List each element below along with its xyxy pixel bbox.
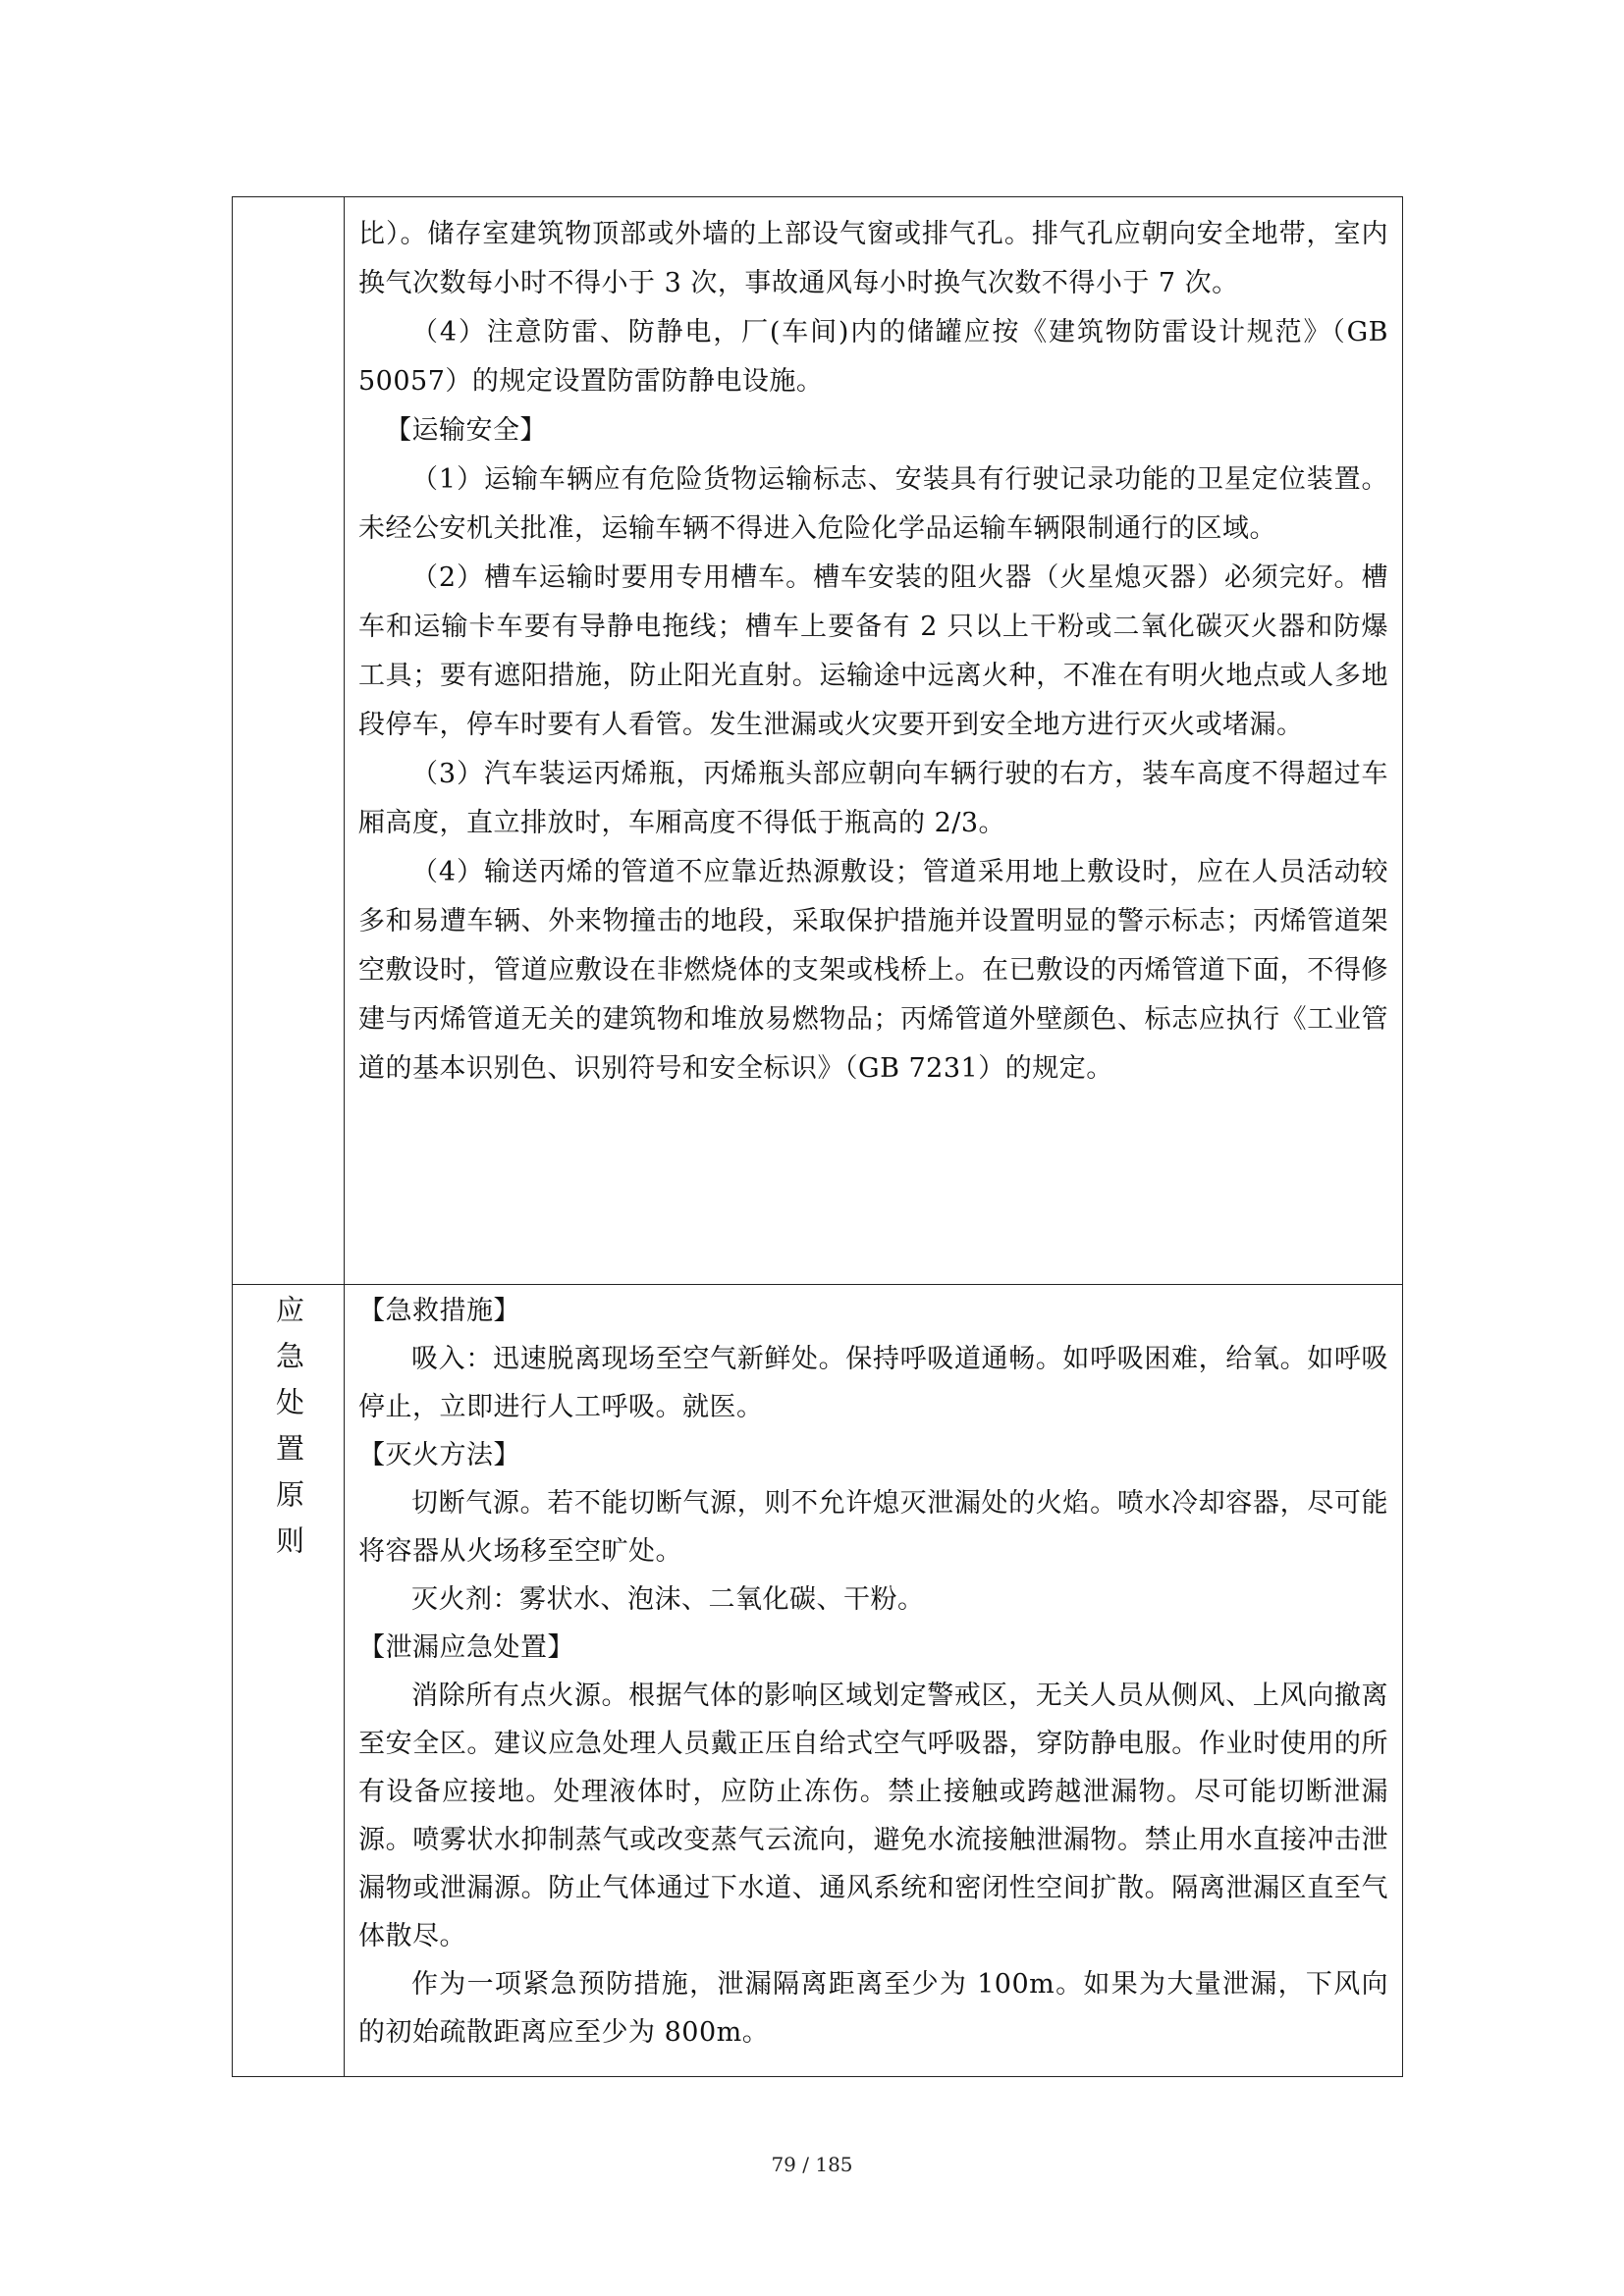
paragraph: （2）槽车运输时要用专用槽车。槽车安装的阻火器（火星熄灭器）必须完好。槽车和运输卡车要有导静电拖线；槽车上要备有 2 只以上干粉或二氧化碳灭火器和防爆工具；要有遮阳措施，防止阳光直射。运输途中远离火种，不准在有明火地点或人多地段停车，停车时要有人看管。发生泄漏或火灾要开到安全地方进行灭火或堵漏。: [358, 562, 1388, 740]
paragraph: （1）运输车辆应有危险货物运输标志、安装具有行驶记录功能的卫星定位装置。未经公安机关批准，运输车辆不得进入危险化学品运输车辆限制通行的区域。: [358, 464, 1388, 544]
row-label-cell: [233, 197, 345, 1285]
paragraph: 消除所有点火源。根据气体的影响区域划定警戒区，无关人员从侧风、上风向撤离至安全区。建议应急处理人员戴正压自给式空气呼吸器，穿防静电服。作业时使用的所有设备应接地。处理液体时，应防止冻伤。禁止接触或跨越泄漏物。尽可能切断泄漏源。喷雾状水抑制蒸气或改变蒸气云流向，避免水流接触泄漏物。禁止用水直接冲击泄漏物或泄漏源。防止气体通过下水道、通风系统和密闭性空间扩散。隔离泄漏区直至气体散尽。: [358, 1681, 1388, 1951]
section-heading-transport-safety: 【运输安全】: [385, 415, 547, 446]
content-table: [232, 196, 1403, 2077]
section-heading-fire-fighting: 【灭火方法】: [358, 1440, 520, 1470]
paragraph: 切断气源。若不能切断气源，则不允许熄灭泄漏处的火焰。喷水冷却容器，尽可能将容器从火场移至空旷处。: [358, 1488, 1388, 1567]
paragraph: 灭火剂：雾状水、泡沫、二氧化碳、干粉。: [411, 1584, 925, 1615]
paragraph: 作为一项紧急预防措施，泄漏隔离距离至少为 100m。如果为大量泄漏，下风向的初始疏散距离应至少为 800m。: [358, 1969, 1388, 2048]
section-heading-first-aid: 【急救措施】: [358, 1296, 520, 1326]
table-row-storage-transport: [233, 197, 1403, 1285]
paragraph: （3）汽车装运丙烯瓶，丙烯瓶头部应朝向车辆行驶的右方，装车高度不得超过车厢高度，直立排放时，车厢高度不得低于瓶高的 2/3。: [358, 759, 1388, 838]
paragraph: 比）。储存室建筑物顶部或外墙的上部设气窗或排气孔。排气孔应朝向安全地带，室内换气次数每小时不得小于 3 次，事故通风每小时换气次数不得小于 7 次。: [358, 219, 1388, 298]
paragraph: 吸入：迅速脱离现场至空气新鲜处。保持呼吸道通畅。如呼吸困难，给氧。如呼吸停止，立即进行人工呼吸。就医。: [358, 1344, 1388, 1422]
row-content-cell: [345, 197, 1403, 1285]
row-label-emergency-principles: 应急处置原则: [272, 1295, 305, 1572]
section-heading-leak-response: 【泄漏应急处置】: [358, 1632, 574, 1663]
paragraph: （4）注意防雷、防静电，厂(车间)内的储罐应按《建筑物防雷设计规范》（GB 50057）的规定设置防雷防静电设施。: [358, 317, 1388, 397]
row-content-cell: [345, 1285, 1403, 2077]
row-label-cell: [233, 1285, 345, 2077]
table-row-emergency: [233, 1285, 1403, 2077]
paragraph: （4）输送丙烯的管道不应靠近热源敷设；管道采用地上敷设时，应在人员活动较多和易遭车辆、外来物撞击的地段，采取保护措施并设置明显的警示标志；丙烯管道架空敷设时，管道应敷设在非燃烧体的支架或栈桥上。在已敷设的丙烯管道下面，不得修建与丙烯管道无关的建筑物和堆放易燃物品；丙烯管道外壁颜色、标志应执行《工业管道的基本识别色、识别符号和安全标识》（GB 7231）的规定。: [358, 857, 1388, 1084]
page-number: 79 / 185: [771, 2153, 853, 2176]
